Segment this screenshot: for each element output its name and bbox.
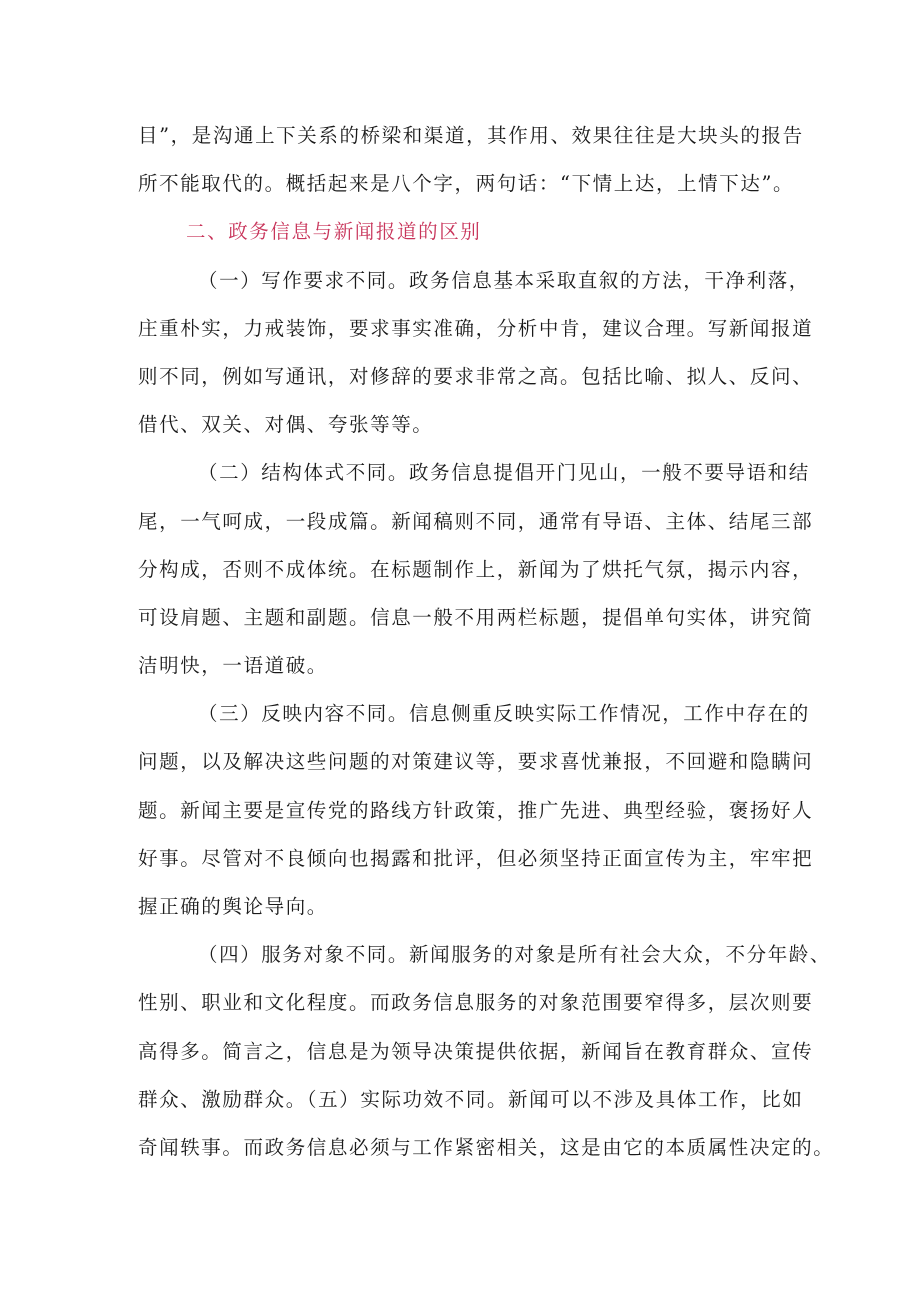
paragraph-line: 洁明快，一语道破。 [138, 654, 328, 678]
paragraph-line: 尾，一气呵成，一段成篇。新闻稿则不同，通常有导语、主体、结尾三部 [138, 509, 814, 533]
paragraph-line: （二）结构体式不同。政务信息提倡开门见山，一般不要导语和结 [198, 461, 810, 485]
paragraph-line: 分构成，否则不成体统。在标题制作上，新闻为了烘托气氛，揭示内容， [138, 557, 814, 581]
paragraph-line: 题。新闻主要是宣传党的路线方针政策，推广先进、典型经验，褒扬好人 [138, 798, 814, 822]
section-heading: 二、政务信息与新闻报道的区别 [186, 220, 482, 244]
paragraph-line: 好事。尽管对不良倾向也揭露和批评，但必须坚持正面宣传为主，牢牢把 [138, 846, 814, 870]
paragraph-line: 则不同，例如写通讯，对修辞的要求非常之高。包括比喻、拟人、反问、 [138, 364, 814, 388]
paragraph-line: 庄重朴实，力戒装饰，要求事实准确，分析中肯，建议合理。写新闻报道 [138, 316, 814, 340]
paragraph-line: 所不能取代的。概括起来是八个字，两句话：“下情上达，上情下达”。 [138, 172, 795, 196]
document-body [138, 112, 835, 1172]
paragraph-line: （一）写作要求不同。政务信息基本采取直叙的方法，干净利落， [198, 268, 810, 292]
paragraph-line: 握正确的舆论导向。 [138, 895, 328, 918]
paragraph-line: 目”，是沟通上下关系的桥梁和渠道，其作用、效果往往是大块头的报告 [138, 124, 804, 147]
paragraph-line: 高得多。简言之，信息是为领导决策提供依据，新闻旨在教育群众、宣传 [138, 1039, 814, 1063]
paragraph-line: 问题，以及解决这些问题的对策建议等，要求喜忧兼报，不回避和隐瞒问 [138, 750, 814, 774]
paragraph-line: 奇闻轶事。而政务信息必须与工作紧密相关，这是由它的本质属性决定的。 [138, 1135, 835, 1159]
paragraph-line: （三）反映内容不同。信息侧重反映实际工作情况，工作中存在的 [198, 702, 810, 726]
paragraph-line: 借代、双关、对偶、夸张等等。 [138, 413, 434, 437]
paragraph-line: （四）服务对象不同。新闻服务的对象是所有社会大众，不分年龄、 [198, 943, 832, 967]
paragraph-line: 群众、激励群众。（五）实际功效不同。新闻可以不涉及具体工作，比如 [138, 1087, 804, 1111]
paragraph-line: 可设肩题、主题和副题。信息一般不用两栏标题，提倡单句实体，讲究简 [138, 605, 814, 629]
paragraph-line: 性别、职业和文化程度。而政务信息服务的对象范围要窄得多，层次则要 [138, 991, 814, 1015]
